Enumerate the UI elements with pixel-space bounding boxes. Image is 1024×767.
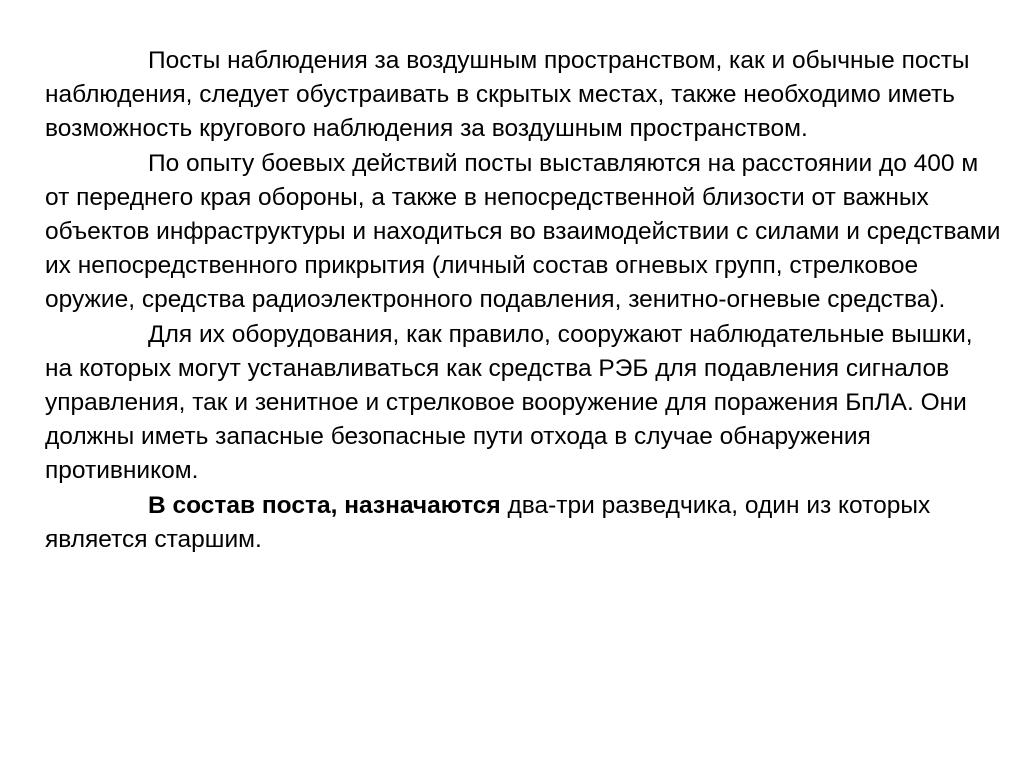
paragraph-3-text: Для их оборудования, как правило, сооружают наблюдательные вышки, на которых могут устанавливаться как средства РЭБ для подавления сигналов управления, так и зенитное и стрелковое вооружение для поражения БпЛА. Они должны иметь запасные безопасные пути отхода в случае обнаружения противником. <box>45 320 973 485</box>
paragraph-4-text: два-три разведчика, один из которых является старшим. <box>45 491 931 553</box>
paragraph-4 <box>45 489 1005 557</box>
paragraph-4-bold-lead: В состав поста, назначаются <box>148 491 501 519</box>
body-text <box>45 44 1005 557</box>
paragraph-1 <box>45 44 1005 147</box>
paragraph-2-text: По опыту боевых действий посты выставляются на расстоянии до 400 м от переднего края обороны, а также в непосредственной близости от важных объектов инфраструктуры и находиться во взаимодействии с силами и средствами их непосредственного прикрытия (личный состав огневых групп, стрелковое оружие, средства радиоэлектронного подавления, зенитно-огневые средства). <box>45 149 1001 314</box>
paragraph-1-text: Посты наблюдения за воздушным пространством, как и обычные посты наблюдения, следует обустраивать в скрытых местах, также необходимо иметь возможность кругового наблюдения за воздушным пространством. <box>45 47 970 143</box>
paragraph-3 <box>45 318 1005 489</box>
paragraph-2 <box>45 147 1005 318</box>
